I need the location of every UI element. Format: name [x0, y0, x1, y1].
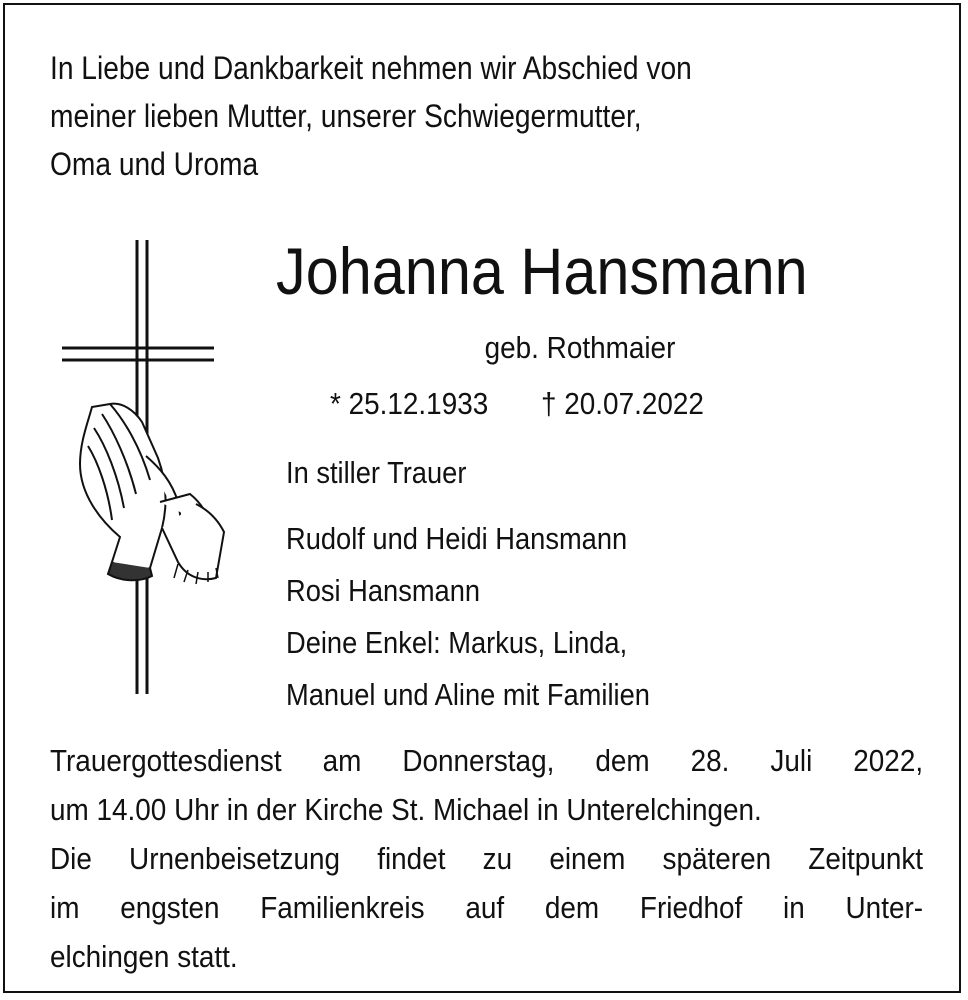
- service-announcement: [50, 736, 924, 981]
- mourner-line: Rosi Hansmann: [286, 573, 481, 608]
- service-word: elchingen statt.: [50, 939, 238, 974]
- service-word: im: [50, 890, 80, 925]
- intro-line-2: meiner lieben Mutter, unserer Schwiegermutter,: [50, 98, 642, 134]
- service-word: dem: [544, 890, 600, 925]
- mourners-list: [286, 513, 814, 721]
- intro-line-1: In Liebe und Dankbarkeit nehmen wir Abschied von: [50, 50, 692, 86]
- praying-hands-icon: [80, 404, 224, 584]
- service-word: Donnerstag,: [402, 743, 555, 778]
- mourner-line: Rudolf und Heidi Hansmann: [286, 521, 628, 556]
- service-word: Juli: [770, 743, 813, 778]
- service-word: am: [322, 743, 362, 778]
- service-word: Trauergottesdienst: [50, 743, 282, 778]
- service-word: um 14.00 Uhr in der Kirche St. Michael in Unterelchingen.: [50, 792, 762, 827]
- service-line: [50, 834, 923, 883]
- service-word: späteren: [662, 841, 772, 876]
- death-date: † 20.07.2022: [541, 386, 704, 421]
- deceased-name: Johanna Hansmann: [276, 234, 808, 308]
- service-word: zu: [482, 841, 513, 876]
- service-word: 28.: [690, 743, 730, 778]
- maiden-name: geb. Rothmaier: [484, 330, 676, 365]
- service-word: Zeitpunkt: [808, 841, 924, 876]
- service-line: [50, 883, 923, 932]
- service-word: Unter-: [845, 890, 924, 925]
- service-word: 2022,: [853, 743, 924, 778]
- service-word: findet: [377, 841, 446, 876]
- service-line: [50, 932, 923, 981]
- service-word: Friedhof: [639, 890, 743, 925]
- life-dates: [330, 380, 798, 428]
- service-word: Die: [50, 841, 92, 876]
- mourner-line: Deine Enkel: Markus, Linda,: [286, 625, 628, 660]
- service-word: in: [783, 890, 805, 925]
- service-word: dem: [595, 743, 650, 778]
- service-word: einem: [549, 841, 626, 876]
- birth-date: * 25.12.1933: [330, 386, 489, 421]
- service-word: Urnenbeisetzung: [129, 841, 341, 876]
- service-word: Familienkreis: [260, 890, 425, 925]
- cross-with-praying-hands-icon: [50, 232, 230, 698]
- service-line: [50, 785, 923, 834]
- mourning-heading: In stiller Trauer: [286, 455, 467, 490]
- service-line: [50, 736, 923, 785]
- service-word: engsten: [120, 890, 220, 925]
- service-word: auf: [465, 890, 505, 925]
- intro-line-3: Oma und Uroma: [50, 146, 259, 182]
- intro-text: [50, 44, 807, 188]
- mourner-line: Manuel und Aline mit Familien: [286, 677, 650, 712]
